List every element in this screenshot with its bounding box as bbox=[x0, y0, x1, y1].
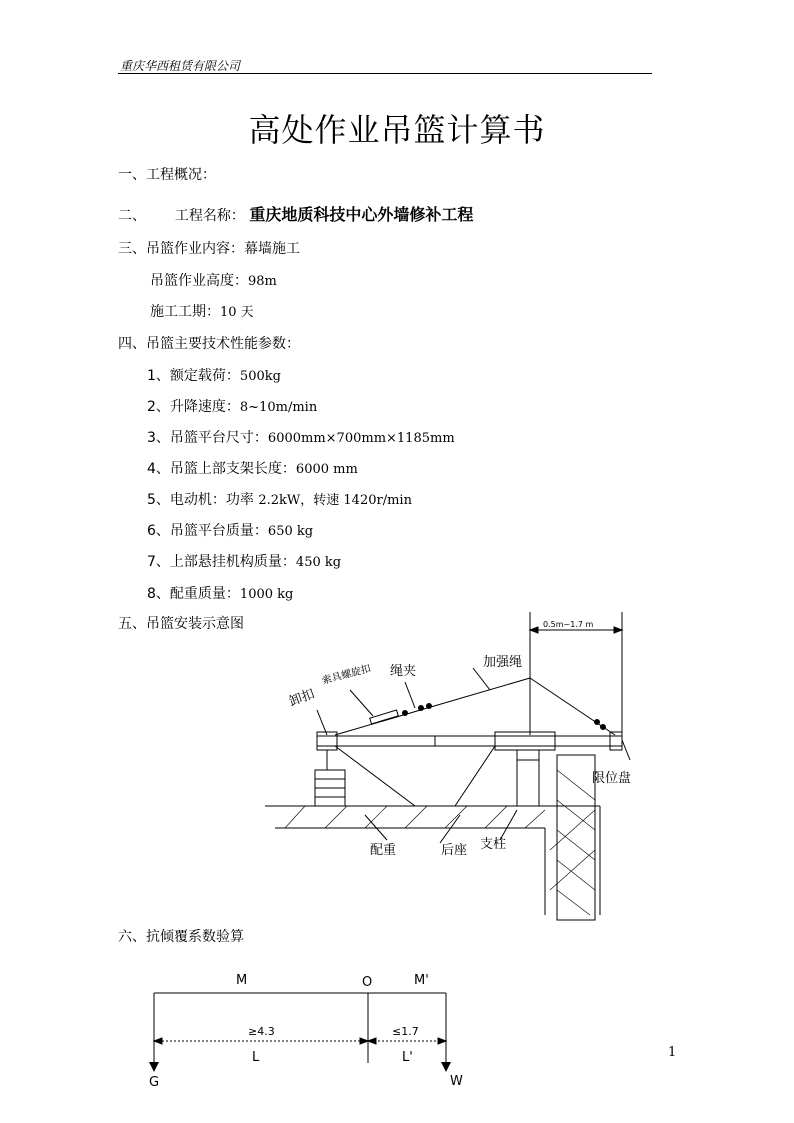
param-value: 6000mm×700mm×1185mm bbox=[267, 431, 455, 446]
label-L-prime: L' bbox=[402, 1050, 413, 1065]
label-counterweight: 配重 bbox=[370, 843, 397, 858]
work-period bbox=[150, 301, 254, 321]
param-value: 500kg bbox=[239, 369, 281, 384]
param-label: 2、升降速度： bbox=[147, 399, 240, 415]
overturning-diagram bbox=[140, 968, 480, 1098]
label-O: O bbox=[362, 975, 373, 990]
param-label: 5、电动机：功率 bbox=[147, 492, 259, 508]
section-1-heading: 一、工程概况： bbox=[118, 167, 216, 183]
installation-diagram bbox=[255, 610, 645, 940]
label-M: M bbox=[236, 973, 248, 988]
param-label: 4、吊篮上部支架长度： bbox=[147, 461, 296, 477]
label-limit-plate: 限位盘 bbox=[591, 771, 631, 786]
section-3-label: 三、吊篮作业内容： bbox=[118, 241, 244, 257]
work-period-value: 10 天 bbox=[220, 305, 254, 320]
param-item bbox=[147, 365, 281, 385]
section-6-heading: 六、抗倾覆系数验算 bbox=[118, 929, 244, 945]
section-2 bbox=[118, 202, 473, 225]
param-label: 1、额定载荷： bbox=[147, 368, 240, 384]
param-label: 3、吊篮平台尺寸： bbox=[147, 430, 268, 446]
param-value: 650 kg bbox=[267, 524, 314, 539]
work-content: 幕墙施工 bbox=[244, 241, 300, 257]
label-turnbuckle: 索具螺旋扣 bbox=[320, 663, 373, 687]
label-pillar: 支柱 bbox=[480, 837, 507, 852]
work-period-label: 施工工期： bbox=[150, 304, 220, 320]
param-value: 8~10m/min bbox=[239, 400, 318, 415]
label-L: L bbox=[252, 1050, 260, 1065]
param-label: 7、上部悬挂机构质量： bbox=[147, 554, 296, 570]
work-height-label: 吊篮作业高度： bbox=[150, 273, 248, 289]
dim-left: ≥4.3 bbox=[248, 1025, 275, 1038]
document-title: 高处作业吊篮计算书 bbox=[248, 111, 546, 149]
pillar bbox=[517, 750, 539, 806]
param-value: 1000 kg bbox=[239, 587, 294, 602]
dimension-label: 0.5m~1.7 m bbox=[543, 620, 594, 629]
label-clamp: 绳夹 bbox=[390, 664, 417, 679]
project-name: 重庆地质科技中心外墙修补工程 bbox=[249, 205, 474, 224]
section-2-label: 工程名称： bbox=[174, 208, 245, 224]
dim-right: ≤1.7 bbox=[392, 1025, 419, 1038]
param-item bbox=[147, 520, 313, 540]
section-5-heading: 五、吊篮安装示意图 bbox=[118, 616, 244, 632]
label-rear-base: 后座 bbox=[441, 843, 468, 858]
page-number: 1 bbox=[668, 1045, 677, 1060]
param-item bbox=[147, 458, 358, 478]
section-3 bbox=[118, 238, 300, 258]
label-M-prime: M' bbox=[414, 973, 429, 988]
header-company: 重庆华西租赁有限公司 bbox=[120, 59, 241, 73]
param-value: 6000 mm bbox=[295, 462, 358, 477]
param-item bbox=[147, 583, 293, 603]
turnbuckle-icon bbox=[370, 710, 399, 724]
param-item bbox=[147, 396, 317, 416]
param-value: 450 kg bbox=[295, 555, 342, 570]
header-rule bbox=[118, 73, 652, 74]
param-item bbox=[147, 489, 412, 509]
section-4-heading: 四、吊篮主要技术性能参数： bbox=[118, 336, 300, 352]
label-shackle: 卸扣 bbox=[287, 686, 317, 710]
label-reinforce-rope: 加强绳 bbox=[483, 655, 523, 670]
support-beam bbox=[317, 736, 622, 746]
label-G: G bbox=[149, 1075, 160, 1090]
param-item bbox=[147, 551, 341, 571]
param-label: 8、配重质量： bbox=[147, 586, 240, 602]
work-height bbox=[150, 270, 277, 290]
arrow-down-icon bbox=[441, 1062, 451, 1072]
section-2-prefix: 二、 bbox=[118, 208, 146, 224]
param-item bbox=[147, 427, 455, 447]
arrow-down-icon bbox=[149, 1062, 159, 1072]
work-height-value: 98m bbox=[248, 274, 277, 289]
label-W: W bbox=[450, 1074, 463, 1089]
param-label: 6、吊篮平台质量： bbox=[147, 523, 268, 539]
param-value: 2.2kW，转速 1420r/min bbox=[258, 493, 412, 508]
